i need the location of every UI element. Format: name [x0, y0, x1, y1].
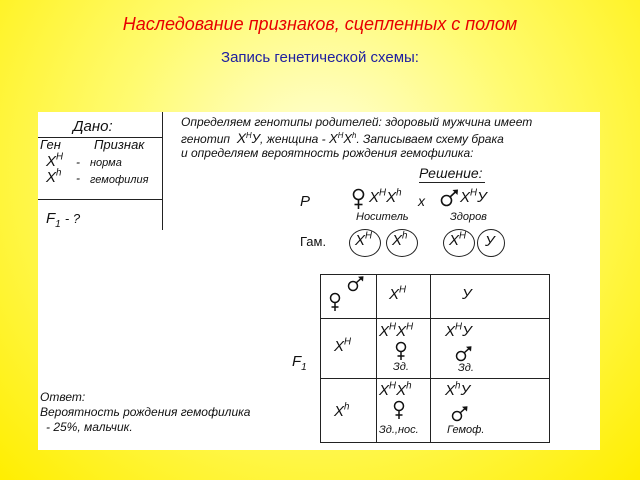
- given-find-q: - ?: [64, 211, 81, 226]
- given-heading: Дано:: [73, 118, 113, 135]
- f1-letter: F: [292, 353, 302, 370]
- gamete-male-1: [449, 232, 466, 249]
- gamete-male-2: У: [485, 233, 495, 250]
- intro-female-x2: X: [343, 131, 353, 146]
- cell-2-1-allele-1: H: [389, 380, 397, 392]
- parents-label: P: [300, 193, 311, 210]
- punnett-row-1: [320, 318, 550, 319]
- cell-2-1-x1: X: [379, 382, 390, 399]
- given-gene-2-symbol: X: [46, 169, 57, 186]
- given-vertical-rule: [162, 112, 163, 230]
- given-gene-2-allele: h: [56, 167, 62, 179]
- cell-1-2-allele: H: [455, 321, 463, 333]
- gamete-female-2: [392, 232, 407, 249]
- parent-female-allele-2: h: [396, 187, 402, 199]
- given-trait-1: норма: [90, 157, 122, 169]
- solution-heading-underline: [419, 182, 485, 183]
- gamete-female-2-x: X: [392, 232, 403, 249]
- f1-subscript: 1: [301, 362, 307, 373]
- parent-male-y: У: [477, 189, 487, 206]
- answer-line-2: - 25%, мальчик.: [46, 420, 133, 434]
- solution-intro-line-3: и определяем вероятность рождения гемофилика:: [181, 146, 474, 160]
- intro-male-allele: H: [246, 130, 252, 140]
- punnett-right: [549, 274, 550, 443]
- corner-female-icon: [329, 292, 341, 312]
- given-gene-1-allele: H: [56, 151, 64, 163]
- cell-2-2-allele: h: [455, 380, 461, 392]
- intro-scheme-text: . Записываем схему брака: [356, 132, 504, 146]
- female-carrier-label: Носитель: [356, 211, 409, 223]
- parent-female-genotype: [369, 189, 402, 206]
- gametes-label: Гам.: [300, 234, 327, 249]
- given-col-trait: Признак: [94, 137, 145, 152]
- cell-male-hemophilia: [445, 382, 470, 399]
- parent-male-allele: H: [470, 187, 478, 199]
- cell-2-2-male-icon: [451, 406, 469, 422]
- cell-1-2-status: Зд.: [458, 362, 474, 374]
- gamete-female-1-x: X: [355, 232, 366, 249]
- row-header-xh-dominant: [334, 338, 351, 355]
- cell-2-1-status: Зд.,нос.: [379, 424, 419, 436]
- given-find-sub: 1: [55, 219, 61, 230]
- page-subtitle: Запись генетической схемы:: [221, 49, 419, 66]
- solution-intro-line-2: [181, 130, 504, 146]
- col-header-y: У: [462, 286, 472, 303]
- parent-female-x1: X: [369, 189, 380, 206]
- solution-heading: Решение:: [419, 165, 483, 181]
- cell-2-1-allele-2: h: [406, 380, 412, 392]
- gamete-female-2-allele: h: [402, 230, 408, 242]
- intro-male-x: X: [236, 130, 247, 146]
- genetics-scheme-sheet: [38, 112, 600, 450]
- cell-1-1-allele-1: H: [389, 321, 397, 333]
- intro-woman-text: , женщина -: [259, 132, 326, 146]
- parent-male-genotype: [460, 189, 487, 206]
- intro-female-allele-1: H: [337, 130, 344, 140]
- cell-1-2-male-icon: [455, 346, 473, 362]
- given-gene-2: [46, 169, 61, 186]
- given-col-gene: Ген: [40, 137, 61, 152]
- given-find: [46, 210, 80, 230]
- given-gene-1-symbol: X: [46, 153, 57, 170]
- row-header-recessive-allele: h: [344, 401, 350, 413]
- answer-heading: Ответ:: [40, 390, 86, 404]
- cell-male-healthy: [445, 323, 472, 340]
- punnett-col-2: [430, 274, 431, 443]
- male-symbol-icon: [440, 189, 460, 207]
- gamete-female-1-allele: H: [365, 230, 373, 242]
- row-header-dominant-allele: H: [344, 336, 352, 348]
- cell-2-2-status: Гемоф.: [447, 424, 485, 436]
- row-header-dominant-x: X: [334, 338, 345, 355]
- cell-female-homozygous: [379, 323, 413, 340]
- gamete-male-1-x: X: [449, 232, 460, 249]
- gamete-male-1-allele: H: [459, 230, 467, 242]
- answer-line-1: Вероятность рождения гемофилика: [40, 405, 251, 419]
- intro-female-x1: X: [329, 131, 338, 146]
- corner-male-icon: [347, 276, 365, 292]
- cell-2-2-y: У: [460, 382, 471, 399]
- cell-1-1-female-icon: [395, 341, 407, 361]
- given-find-f: F: [46, 210, 56, 227]
- punnett-row-2: [320, 378, 550, 379]
- given-trait-2: гемофилия: [90, 174, 149, 186]
- col-header-xh-allele: H: [399, 284, 407, 296]
- given-dash-1: -: [76, 155, 80, 169]
- cell-1-2-x: X: [445, 323, 456, 340]
- given-dash-2: -: [76, 171, 80, 185]
- given-find-rule: [38, 199, 163, 200]
- female-symbol-icon: [352, 188, 365, 210]
- page-title: Наследование признаков, сцепленных с полом: [122, 14, 518, 34]
- intro-male-y: У: [251, 131, 260, 146]
- parent-female-x2: X: [386, 189, 397, 206]
- punnett-bottom: [320, 442, 550, 443]
- col-header-xh-x: X: [389, 286, 400, 303]
- cell-1-1-status: Зд.: [393, 361, 409, 373]
- punnett-left: [320, 274, 321, 443]
- cell-1-1-allele-2: H: [406, 321, 414, 333]
- row-header-xh-recessive: [334, 403, 349, 420]
- cell-2-1-x2: X: [396, 382, 407, 399]
- solution-intro-line-1: Определяем генотипы родителей: здоровый мужчина имеет: [181, 115, 533, 129]
- f1-label: [292, 353, 307, 373]
- intro-female-allele-2: h: [352, 130, 357, 140]
- cell-1-1-x1: X: [379, 323, 390, 340]
- row-header-recessive-x: X: [334, 403, 345, 420]
- cell-2-2-x: X: [445, 382, 456, 399]
- gamete-female-1: [355, 232, 372, 249]
- parent-female-allele-1: H: [379, 187, 387, 199]
- cell-2-1-female-icon: [393, 400, 405, 420]
- intro-genotype-word: генотип: [181, 132, 231, 146]
- punnett-col-1: [376, 274, 377, 443]
- col-header-xh: [389, 286, 406, 303]
- cell-1-1-x2: X: [396, 323, 407, 340]
- male-healthy-label: Здоров: [450, 211, 487, 223]
- cell-female-carrier: [379, 382, 412, 399]
- cross-sign: х: [418, 193, 425, 209]
- parent-male-x: X: [460, 189, 471, 206]
- cell-1-2-y: У: [462, 323, 472, 340]
